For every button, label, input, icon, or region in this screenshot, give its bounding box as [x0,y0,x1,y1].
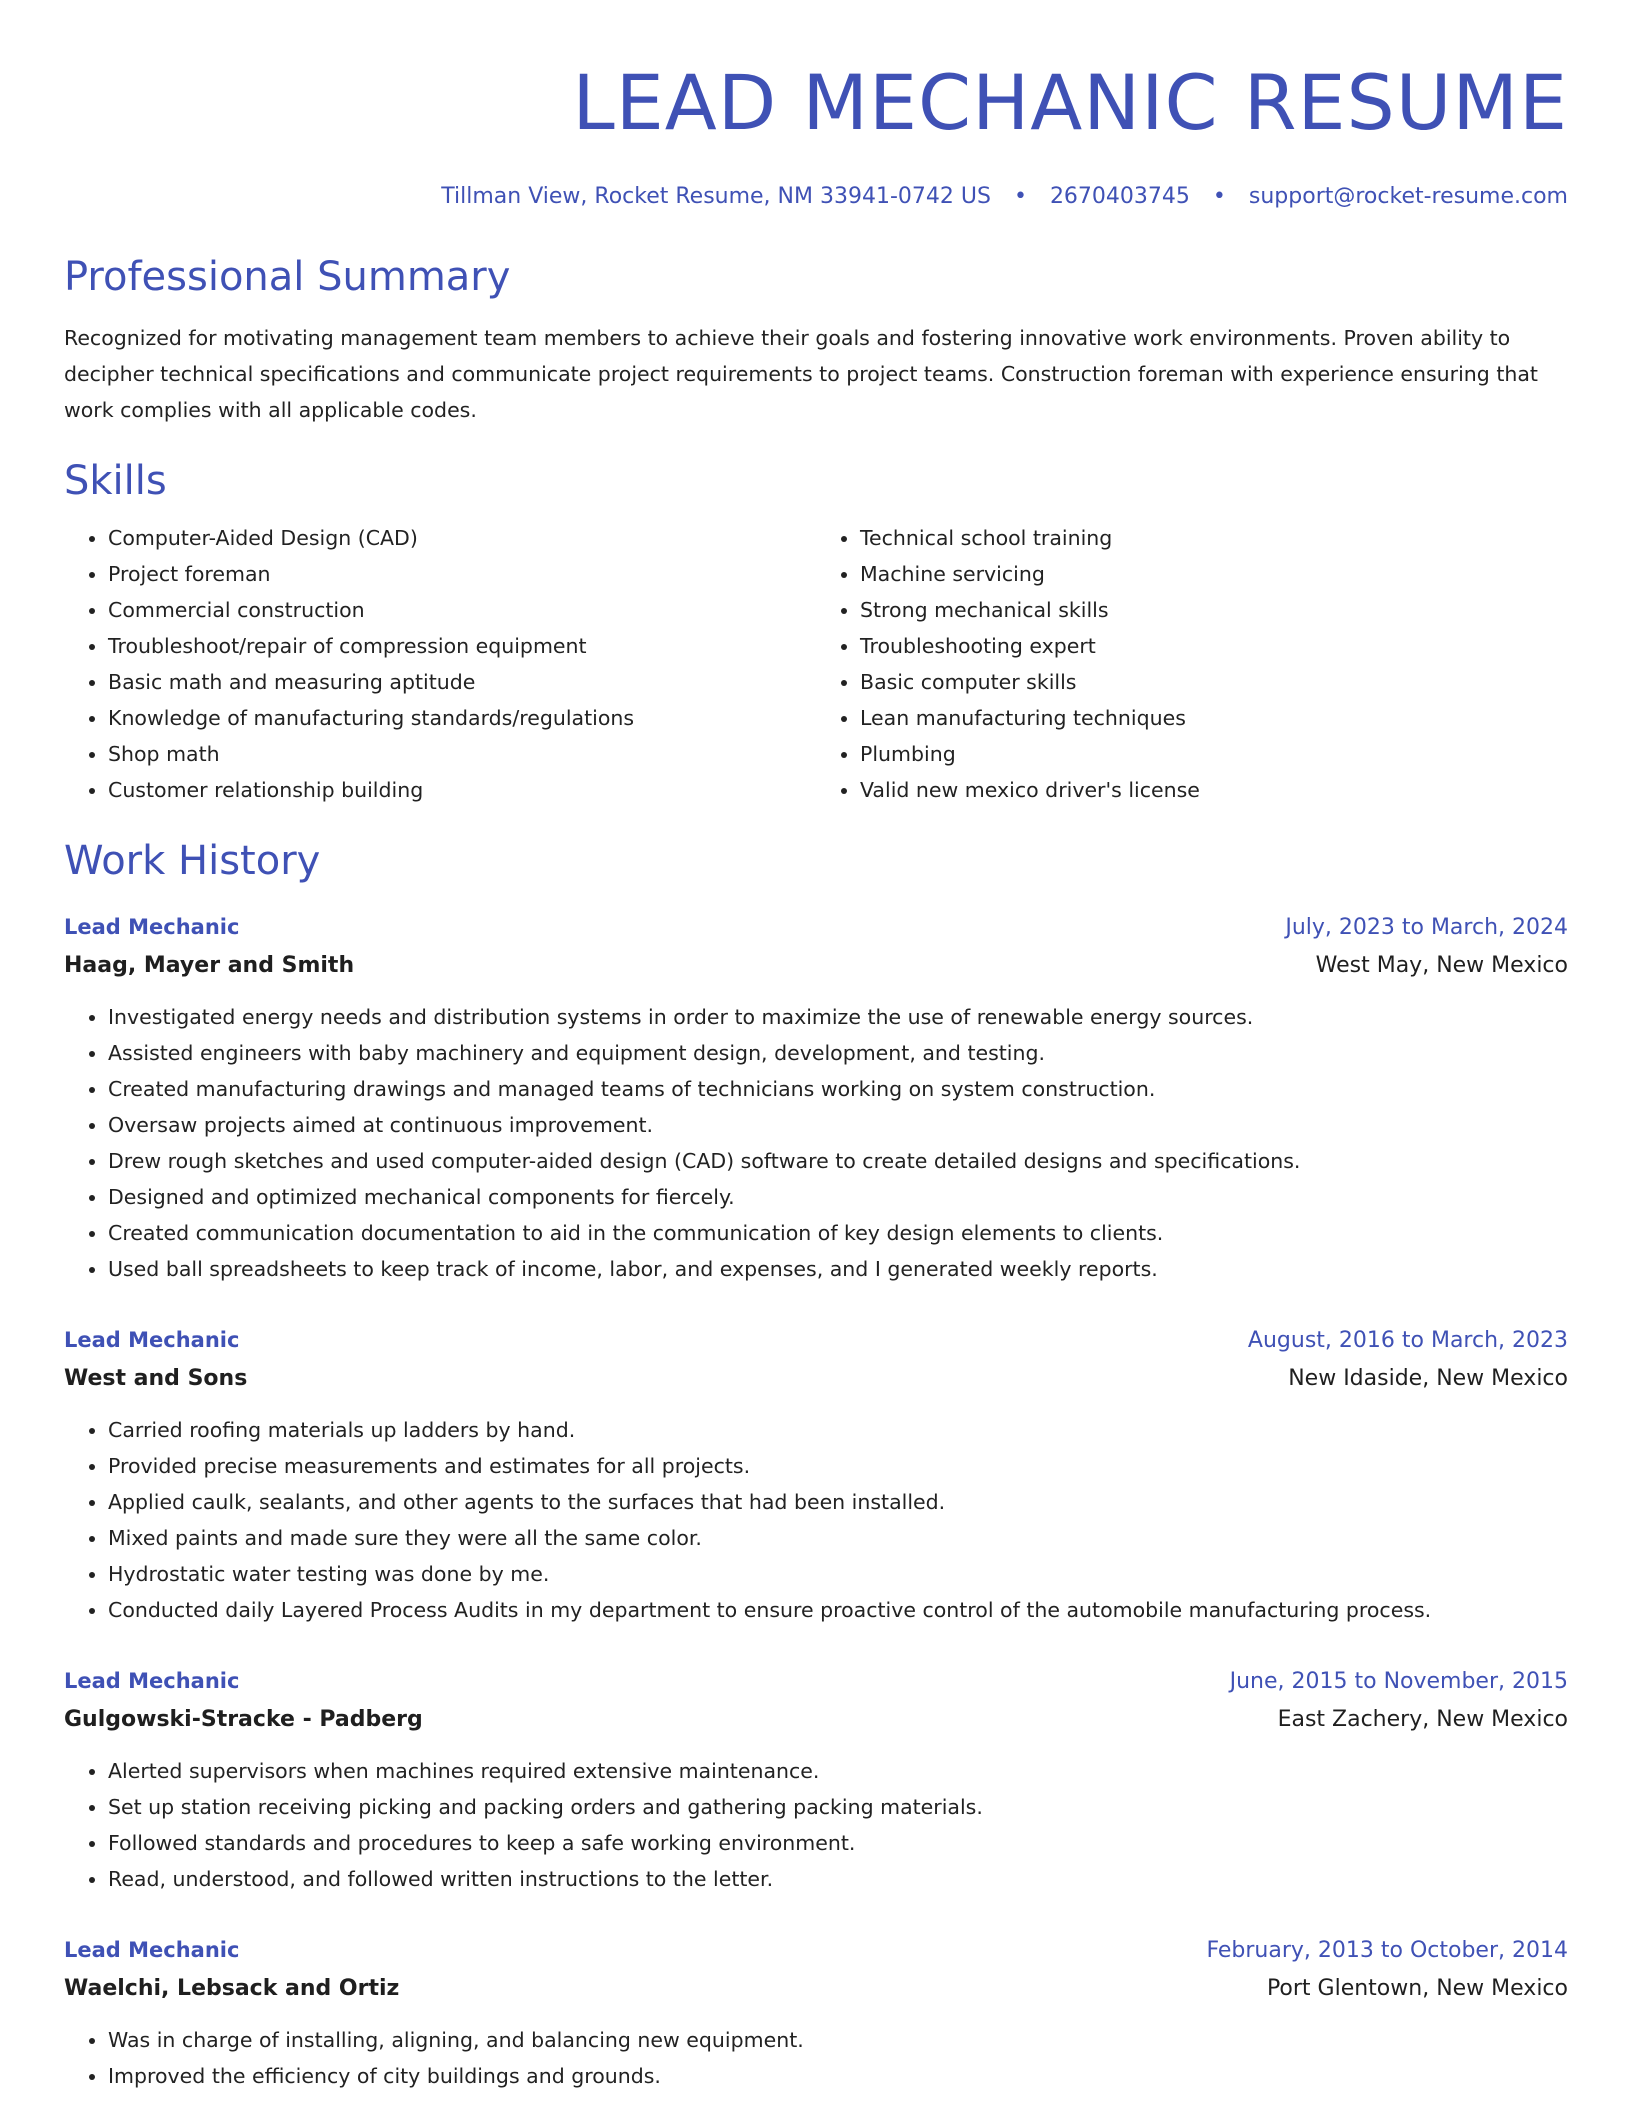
job-role: Lead Mechanic [64,915,240,939]
job-entry [64,1662,1568,1897]
skill-item: • Knowledge of manufacturing standards/regulations [108,700,816,736]
job-bullet: • Provided precise measurements and estimates for all projects. [108,1448,1568,1484]
job-bullet: • Oversaw projects aimed at continuous improvement. [108,1107,1568,1143]
resume-title: LEAD MECHANIC RESUME [572,58,1568,147]
skill-item: • Valid new mexico driver's license [860,772,1568,808]
skills-list [64,520,1568,808]
job-entry [64,1931,1568,2094]
job-role: Lead Mechanic [64,1328,240,1352]
job-bullet: • Carried roofing materials up ladders by hand. [108,1412,1568,1448]
job-header-row [64,1662,1568,1701]
job-header-row [64,908,1568,947]
job-company-row [64,1360,1568,1398]
job-company-row [64,1970,1568,2008]
skill-item: • Computer-Aided Design (CAD) [108,520,816,556]
job-bullet: • Created manufacturing drawings and managed teams of technicians working on system construction. [108,1071,1568,1107]
job-company-row [64,1701,1568,1739]
job-bullet: • Assisted engineers with baby machinery and equipment design, development, and testing. [108,1035,1568,1071]
contact-separator: • [1212,184,1226,209]
job-bullet: • Applied caulk, sealants, and other agents to the surfaces that had been installed. [108,1484,1568,1520]
job-entry [64,1321,1568,1628]
job-bullets [64,2022,1568,2094]
job-bullet: • Mixed paints and made sure they were all the same color. [108,1520,1568,1556]
contact-phone: 2670403745 [1049,184,1190,209]
skill-item: • Shop math [108,736,816,772]
skill-item: • Customer relationship building [108,772,816,808]
job-company-row [64,947,1568,985]
job-company: Waelchi, Lebsack and Ortiz [64,1976,400,2001]
skill-item: • Commercial construction [108,592,816,628]
skill-item: • Troubleshoot/repair of compression equipment [108,628,816,664]
job-bullet: • Investigated energy needs and distribution systems in order to maximize the use of renewable energy sources. [108,999,1568,1035]
job-bullet: • Followed standards and procedures to keep a safe working environment. [108,1825,1568,1861]
job-company: West and Sons [64,1366,248,1391]
resume-header [64,0,1568,212]
job-header-row [64,1931,1568,1970]
skill-item: • Basic math and measuring aptitude [108,664,816,700]
job-bullet: • Used ball spreadsheets to keep track of income, labor, and expenses, and I generated weekly reports. [108,1251,1568,1287]
job-location: New Idaside, New Mexico [1288,1366,1568,1391]
skills-column-right [816,520,1568,808]
contact-address: Tillman View, Rocket Resume, NM 33941-0742 US [441,184,991,209]
skill-item: • Basic computer skills [860,664,1568,700]
job-bullet: • Designed and optimized mechanical components for fiercely. [108,1179,1568,1215]
job-bullet: • Was in charge of installing, aligning, and balancing new equipment. [108,2022,1568,2058]
job-bullet: • Read, understood, and followed written instructions to the letter. [108,1861,1568,1897]
job-role: Lead Mechanic [64,1938,240,1962]
job-bullets [64,999,1568,1287]
skill-item: • Machine servicing [860,556,1568,592]
skill-item: • Lean manufacturing techniques [860,700,1568,736]
job-header-row [64,1321,1568,1360]
work-history-heading: Work History [64,838,321,884]
job-bullet: • Alerted supervisors when machines required extensive maintenance. [108,1753,1568,1789]
job-company: Gulgowski-Stracke - Padberg [64,1707,423,1732]
summary-heading: Professional Summary [64,254,511,300]
job-location: East Zachery, New Mexico [1277,1707,1568,1732]
skill-item: • Plumbing [860,736,1568,772]
skill-item: • Troubleshooting expert [860,628,1568,664]
job-dates: June, 2015 to November, 2015 [1229,1669,1568,1694]
job-dates: July, 2023 to March, 2024 [1285,915,1568,940]
job-bullet: • Hydrostatic water testing was done by me. [108,1556,1568,1592]
skill-item: • Strong mechanical skills [860,592,1568,628]
job-bullet: • Drew rough sketches and used computer-aided design (CAD) software to create detailed designs and specifications. [108,1143,1568,1179]
job-dates: August, 2016 to March, 2023 [1247,1328,1568,1353]
job-bullet: • Conducted daily Layered Process Audits in my department to ensure proactive control of the automobile manufacturing process. [108,1592,1568,1628]
contact-email: support@rocket-resume.com [1248,184,1568,209]
job-role: Lead Mechanic [64,1669,240,1693]
job-bullet: • Created communication documentation to aid in the communication of key design elements to clients. [108,1215,1568,1251]
contact-line [64,182,1568,212]
summary-text: Recognized for motivating management team members to achieve their goals and fostering innovative work environments. Proven ability to decipher technical specifications and communicate project requirements to project teams. Construction foreman with experience ensuring that work complies with all applicable codes. [64,326,1538,422]
job-bullets [64,1412,1568,1628]
job-location: Port Glentown, New Mexico [1266,1976,1568,2001]
job-bullet: • Improved the efficiency of city buildings and grounds. [108,2058,1568,2094]
skill-item: • Project foreman [108,556,816,592]
skills-column-left [64,520,816,808]
job-dates: February, 2013 to October, 2014 [1206,1938,1568,1963]
contact-separator: • [1013,184,1027,209]
skills-heading: Skills [64,458,167,504]
job-bullet: • Set up station receiving picking and packing orders and gathering packing materials. [108,1789,1568,1825]
job-location: West May, New Mexico [1315,953,1568,978]
job-company: Haag, Mayer and Smith [64,953,355,978]
skill-item: • Technical school training [860,520,1568,556]
job-bullets [64,1753,1568,1897]
job-entry [64,908,1568,1287]
